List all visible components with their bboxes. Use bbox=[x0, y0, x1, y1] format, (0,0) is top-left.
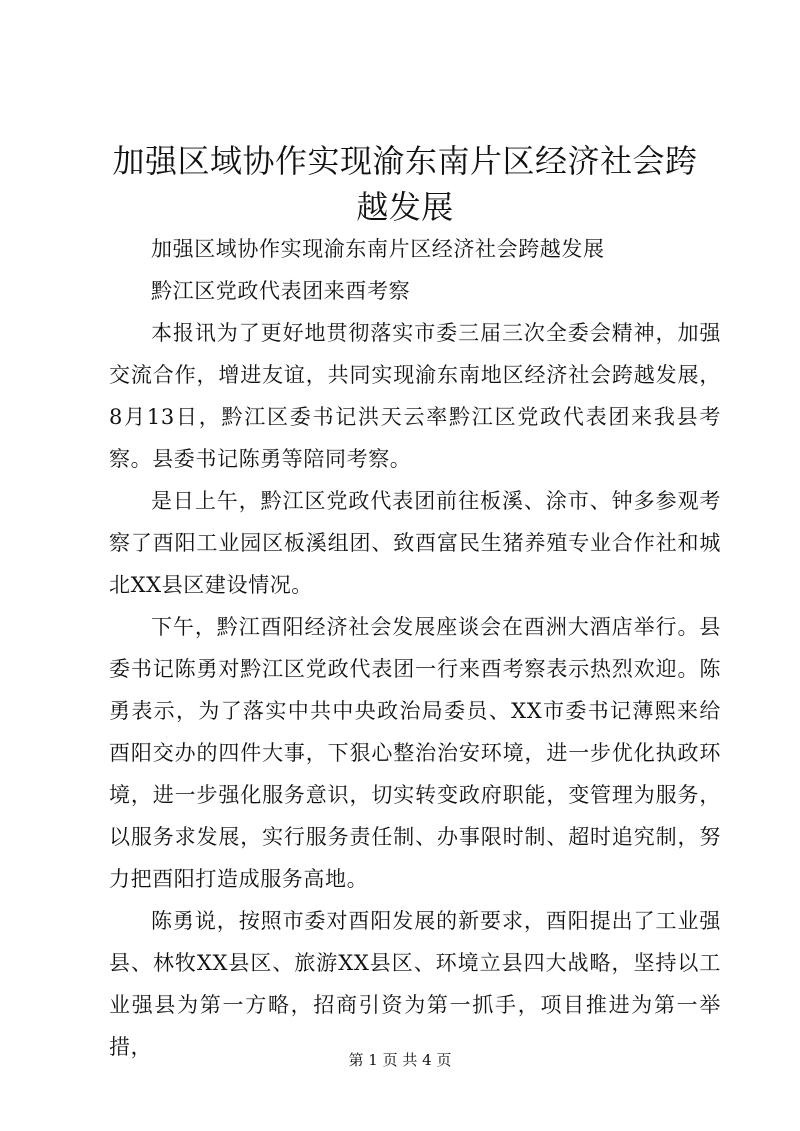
sub-heading: 黔江区党政代表团来酉考察 bbox=[151, 279, 411, 303]
document-body bbox=[109, 228, 721, 1068]
document-title: 加强区域协作实现渝东南片区经济社会跨越发展 bbox=[112, 142, 698, 226]
paragraph: 是日上午，黔江区党政代表团前往板溪、涂市、钟多参观考察了酉阳工业园区板溪组团、致酉富民生猪养殖专业合作社和城北XX县区建设情况。 bbox=[109, 489, 721, 597]
page-footer: 第 1 页 共 4 页 bbox=[348, 1051, 452, 1069]
paragraph: 下午，黔江酉阳经济社会发展座谈会在酉洲大酒店举行。县委书记陈勇对黔江区党政代表团一行来酉考察表示热烈欢迎。陈勇表示，为了落实中共中央政治局委员、XX市委书记薄熙来给酉阳交办的四件大事，下狠心整治治安环境，进一步优化执政环境，进一步强化服务意识，切实转变政府职能，变管理为服务，以服务求发展，实行服务责任制、办事限时制、超时追究制，努力把酉阳打造成服务高地。 bbox=[109, 615, 721, 891]
paragraph: 本报讯为了更好地贯彻落实市委三届三次全委会精神，加强交流合作，增进友谊，共同实现渝东南地区经济社会跨越发展，8月13日，黔江区委书记洪天云率黔江区党政代表团来我县考察。县委书记陈勇等陪同考察。 bbox=[109, 321, 721, 471]
subtitle-repeat: 加强区域协作实现渝东南片区经济社会跨越发展 bbox=[151, 237, 605, 261]
paragraph: 陈勇说，按照市委对酉阳发展的新要求，酉阳提出了工业强县、林牧XX县区、旅游XX县区、环境立县四大战略，坚持以工业强县为第一方略，招商引资为第一抓手，项目推进为第一举措， bbox=[109, 909, 721, 1059]
